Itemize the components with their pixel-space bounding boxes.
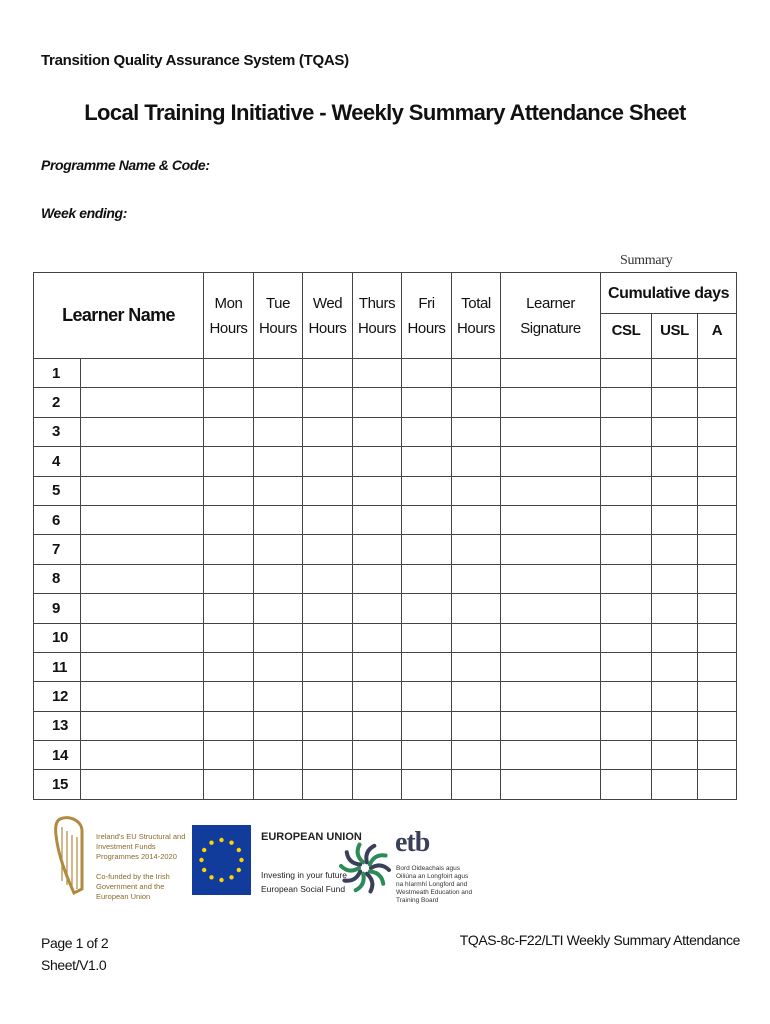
table-cell[interactable] xyxy=(254,770,303,799)
table-cell[interactable] xyxy=(204,505,254,534)
table-cell[interactable] xyxy=(353,711,402,740)
table-row xyxy=(34,388,737,417)
row-number: 6 xyxy=(34,505,81,534)
table-row xyxy=(34,505,737,534)
table-cell[interactable] xyxy=(81,505,204,534)
table-cell[interactable] xyxy=(698,741,737,770)
table-cell[interactable] xyxy=(402,682,452,711)
table-cell[interactable] xyxy=(698,359,737,388)
row-number: 3 xyxy=(34,417,81,446)
table-cell[interactable] xyxy=(402,770,452,799)
table-cell[interactable] xyxy=(601,417,652,446)
table-cell[interactable] xyxy=(303,594,353,623)
table-cell[interactable] xyxy=(501,535,601,564)
table-cell[interactable] xyxy=(601,741,652,770)
csl-header: CSL xyxy=(601,314,652,359)
page-number: Page 1 of 2 xyxy=(41,935,109,951)
table-cell[interactable] xyxy=(501,505,601,534)
table-cell[interactable] xyxy=(81,623,204,652)
table-cell[interactable] xyxy=(81,476,204,505)
table-cell[interactable] xyxy=(254,535,303,564)
system-title: Transition Quality Assurance System (TQAS) xyxy=(41,52,349,69)
table-cell[interactable] xyxy=(402,505,452,534)
table-cell[interactable] xyxy=(652,594,698,623)
table-cell[interactable] xyxy=(698,388,737,417)
table-cell[interactable] xyxy=(601,447,652,476)
table-cell[interactable] xyxy=(501,447,601,476)
table-cell[interactable] xyxy=(698,682,737,711)
table-cell[interactable] xyxy=(303,476,353,505)
table-cell[interactable] xyxy=(402,476,452,505)
table-cell[interactable] xyxy=(204,417,254,446)
table-cell[interactable] xyxy=(81,564,204,593)
table-row xyxy=(34,741,737,770)
table-cell[interactable] xyxy=(81,535,204,564)
table-cell[interactable] xyxy=(353,417,402,446)
cumulative-days-header: Cumulative days xyxy=(601,273,737,314)
etb-logo-text: etb xyxy=(395,827,430,858)
table-cell[interactable] xyxy=(402,388,452,417)
table-cell[interactable] xyxy=(81,652,204,681)
table-cell[interactable] xyxy=(452,417,501,446)
table-cell[interactable] xyxy=(204,741,254,770)
table-cell[interactable] xyxy=(204,535,254,564)
row-number: 2 xyxy=(34,388,81,417)
table-cell[interactable] xyxy=(303,505,353,534)
table-cell[interactable] xyxy=(303,359,353,388)
table-cell[interactable] xyxy=(501,564,601,593)
learner-signature-header: Learner Signature xyxy=(501,273,601,359)
attendance-table xyxy=(33,272,737,800)
table-cell[interactable] xyxy=(402,359,452,388)
table-cell[interactable] xyxy=(501,388,601,417)
total-hours-header: Total Hours xyxy=(452,273,501,359)
table-cell[interactable] xyxy=(452,741,501,770)
table-row xyxy=(34,359,737,388)
table-cell[interactable] xyxy=(254,417,303,446)
table-cell[interactable] xyxy=(698,770,737,799)
table-cell[interactable] xyxy=(353,476,402,505)
ireland-programme-text: Ireland's EU Structural and Investment Funds Programmes 2014-2020 xyxy=(96,832,186,861)
table-cell[interactable] xyxy=(353,770,402,799)
table-cell[interactable] xyxy=(652,711,698,740)
table-cell[interactable] xyxy=(204,711,254,740)
table-cell[interactable] xyxy=(452,388,501,417)
row-number: 4 xyxy=(34,447,81,476)
table-cell[interactable] xyxy=(501,682,601,711)
table-cell[interactable] xyxy=(303,623,353,652)
table-cell[interactable] xyxy=(303,770,353,799)
footer-page-info xyxy=(41,932,108,976)
etb-subtitle: Bord Oideachais agus Oiliúna an Longfoirt agus na hIarmhí Longford and Westmeath Education and Training Board xyxy=(396,865,473,904)
usl-header: USL xyxy=(652,314,698,359)
table-cell[interactable] xyxy=(601,682,652,711)
table-cell[interactable] xyxy=(601,564,652,593)
table-cell[interactable] xyxy=(652,359,698,388)
table-cell[interactable] xyxy=(452,505,501,534)
table-cell[interactable] xyxy=(501,594,601,623)
row-number: 15 xyxy=(34,770,81,799)
table-cell[interactable] xyxy=(652,741,698,770)
table-cell[interactable] xyxy=(353,594,402,623)
table-cell[interactable] xyxy=(501,476,601,505)
eu-flag-icon xyxy=(192,825,251,895)
table-cell[interactable] xyxy=(652,388,698,417)
eu-title: EUROPEAN UNION xyxy=(261,831,362,843)
table-cell[interactable] xyxy=(353,447,402,476)
mon-hours-header: Mon Hours xyxy=(204,273,254,359)
table-cell[interactable] xyxy=(254,711,303,740)
table-cell[interactable] xyxy=(452,564,501,593)
row-number: 9 xyxy=(34,594,81,623)
table-cell[interactable] xyxy=(353,652,402,681)
summary-label: Summary xyxy=(620,253,673,268)
table-cell[interactable] xyxy=(353,564,402,593)
table-cell[interactable] xyxy=(81,682,204,711)
table-cell[interactable] xyxy=(303,711,353,740)
table-cell[interactable] xyxy=(303,388,353,417)
table-cell[interactable] xyxy=(452,711,501,740)
wed-hours-header: Wed Hours xyxy=(303,273,353,359)
table-cell[interactable] xyxy=(652,652,698,681)
row-number: 14 xyxy=(34,741,81,770)
table-cell[interactable] xyxy=(698,594,737,623)
table-cell[interactable] xyxy=(254,594,303,623)
table-cell[interactable] xyxy=(303,535,353,564)
table-cell[interactable] xyxy=(204,682,254,711)
table-cell[interactable] xyxy=(452,682,501,711)
row-number: 12 xyxy=(34,682,81,711)
table-cell[interactable] xyxy=(303,417,353,446)
table-cell[interactable] xyxy=(254,359,303,388)
table-cell[interactable] xyxy=(353,741,402,770)
table-cell[interactable] xyxy=(402,623,452,652)
table-cell[interactable] xyxy=(452,594,501,623)
table-cell[interactable] xyxy=(254,741,303,770)
table-cell[interactable] xyxy=(652,447,698,476)
table-cell[interactable] xyxy=(254,623,303,652)
table-cell[interactable] xyxy=(652,564,698,593)
table-cell[interactable] xyxy=(81,770,204,799)
a-header: A xyxy=(698,314,737,359)
table-cell[interactable] xyxy=(501,711,601,740)
table-cell[interactable] xyxy=(601,594,652,623)
table-cell[interactable] xyxy=(698,505,737,534)
table-cell[interactable] xyxy=(452,652,501,681)
table-cell[interactable] xyxy=(303,652,353,681)
table-cell[interactable] xyxy=(81,711,204,740)
document-code: TQAS-8c-F22/LTI Weekly Summary Attendance xyxy=(459,932,740,948)
table-cell[interactable] xyxy=(402,564,452,593)
table-cell[interactable] xyxy=(254,447,303,476)
table-cell[interactable] xyxy=(698,564,737,593)
table-cell[interactable] xyxy=(204,652,254,681)
table-cell[interactable] xyxy=(254,388,303,417)
table-cell[interactable] xyxy=(698,623,737,652)
table-cell[interactable] xyxy=(601,505,652,534)
table-cell[interactable] xyxy=(303,741,353,770)
table-cell[interactable] xyxy=(698,476,737,505)
table-cell[interactable] xyxy=(81,388,204,417)
table-cell[interactable] xyxy=(452,447,501,476)
table-cell[interactable] xyxy=(254,682,303,711)
table-cell[interactable] xyxy=(501,359,601,388)
table-cell[interactable] xyxy=(204,447,254,476)
week-ending-label: Week ending: xyxy=(41,205,127,221)
table-cell[interactable] xyxy=(698,711,737,740)
table-cell[interactable] xyxy=(353,623,402,652)
table-cell[interactable] xyxy=(204,623,254,652)
table-cell[interactable] xyxy=(303,564,353,593)
table-cell[interactable] xyxy=(601,623,652,652)
row-number: 5 xyxy=(34,476,81,505)
table-cell[interactable] xyxy=(204,359,254,388)
row-number: 1 xyxy=(34,359,81,388)
table-cell[interactable] xyxy=(204,770,254,799)
table-cell[interactable] xyxy=(303,682,353,711)
table-cell[interactable] xyxy=(698,535,737,564)
table-cell[interactable] xyxy=(402,652,452,681)
table-cell[interactable] xyxy=(303,447,353,476)
table-row xyxy=(34,476,737,505)
table-cell[interactable] xyxy=(501,741,601,770)
table-cell[interactable] xyxy=(698,447,737,476)
table-cell[interactable] xyxy=(353,682,402,711)
table-cell[interactable] xyxy=(402,711,452,740)
row-number: 11 xyxy=(34,652,81,681)
row-number: 8 xyxy=(34,564,81,593)
table-cell[interactable] xyxy=(452,359,501,388)
table-cell[interactable] xyxy=(601,359,652,388)
table-cell[interactable] xyxy=(652,417,698,446)
table-cell[interactable] xyxy=(254,652,303,681)
fri-hours-header: Fri Hours xyxy=(402,273,452,359)
table-cell[interactable] xyxy=(501,652,601,681)
learner-name-header: Learner Name xyxy=(34,273,204,359)
table-cell[interactable] xyxy=(81,594,204,623)
table-cell[interactable] xyxy=(452,535,501,564)
table-cell[interactable] xyxy=(452,770,501,799)
table-row xyxy=(34,770,737,799)
table-cell[interactable] xyxy=(452,476,501,505)
table-cell[interactable] xyxy=(204,388,254,417)
table-cell[interactable] xyxy=(601,388,652,417)
table-cell[interactable] xyxy=(652,535,698,564)
table-cell[interactable] xyxy=(402,594,452,623)
table-row xyxy=(34,564,737,593)
table-row xyxy=(34,594,737,623)
thurs-hours-header: Thurs Hours xyxy=(353,273,402,359)
table-cell[interactable] xyxy=(698,417,737,446)
table-row xyxy=(34,711,737,740)
table-cell[interactable] xyxy=(652,682,698,711)
table-cell[interactable] xyxy=(81,447,204,476)
table-cell[interactable] xyxy=(652,770,698,799)
table-cell[interactable] xyxy=(402,447,452,476)
table-cell[interactable] xyxy=(652,476,698,505)
table-cell[interactable] xyxy=(81,359,204,388)
table-cell[interactable] xyxy=(601,535,652,564)
funding-logos xyxy=(52,815,472,915)
table-cell[interactable] xyxy=(353,388,402,417)
table-row xyxy=(34,447,737,476)
row-number: 10 xyxy=(34,623,81,652)
version-label: Sheet/V1.0 xyxy=(41,957,107,973)
programme-name-label: Programme Name & Code: xyxy=(41,157,210,173)
table-cell[interactable] xyxy=(402,535,452,564)
table-row xyxy=(34,623,737,652)
table-cell[interactable] xyxy=(353,359,402,388)
table-cell[interactable] xyxy=(601,476,652,505)
table-cell[interactable] xyxy=(402,417,452,446)
table-cell[interactable] xyxy=(353,535,402,564)
page-title: Local Training Initiative - Weekly Summary Attendance Sheet xyxy=(84,100,686,125)
table-cell[interactable] xyxy=(652,505,698,534)
table-cell[interactable] xyxy=(81,741,204,770)
table-cell[interactable] xyxy=(652,623,698,652)
table-cell[interactable] xyxy=(254,476,303,505)
table-cell[interactable] xyxy=(204,594,254,623)
eu-subtitle: Investing in your future European Social Fund xyxy=(261,870,347,894)
table-row xyxy=(34,652,737,681)
table-row xyxy=(34,535,737,564)
table-cell[interactable] xyxy=(601,770,652,799)
harp-icon xyxy=(52,815,88,895)
table-cell[interactable] xyxy=(353,505,402,534)
tue-hours-header: Tue Hours xyxy=(254,273,303,359)
cofunded-text: Co-funded by the Irish Government and the European Union xyxy=(96,872,170,901)
table-cell[interactable] xyxy=(601,652,652,681)
table-cell[interactable] xyxy=(204,564,254,593)
table-row xyxy=(34,417,737,446)
table-cell[interactable] xyxy=(601,711,652,740)
table-cell[interactable] xyxy=(402,741,452,770)
table-cell[interactable] xyxy=(452,623,501,652)
table-cell[interactable] xyxy=(81,417,204,446)
table-cell[interactable] xyxy=(501,623,601,652)
table-cell[interactable] xyxy=(698,652,737,681)
table-cell[interactable] xyxy=(501,770,601,799)
row-number: 7 xyxy=(34,535,81,564)
table-cell[interactable] xyxy=(254,564,303,593)
table-cell[interactable] xyxy=(254,505,303,534)
table-cell[interactable] xyxy=(204,476,254,505)
table-row xyxy=(34,682,737,711)
etb-swirl-icon xyxy=(339,823,391,913)
table-cell[interactable] xyxy=(501,417,601,446)
row-number: 13 xyxy=(34,711,81,740)
